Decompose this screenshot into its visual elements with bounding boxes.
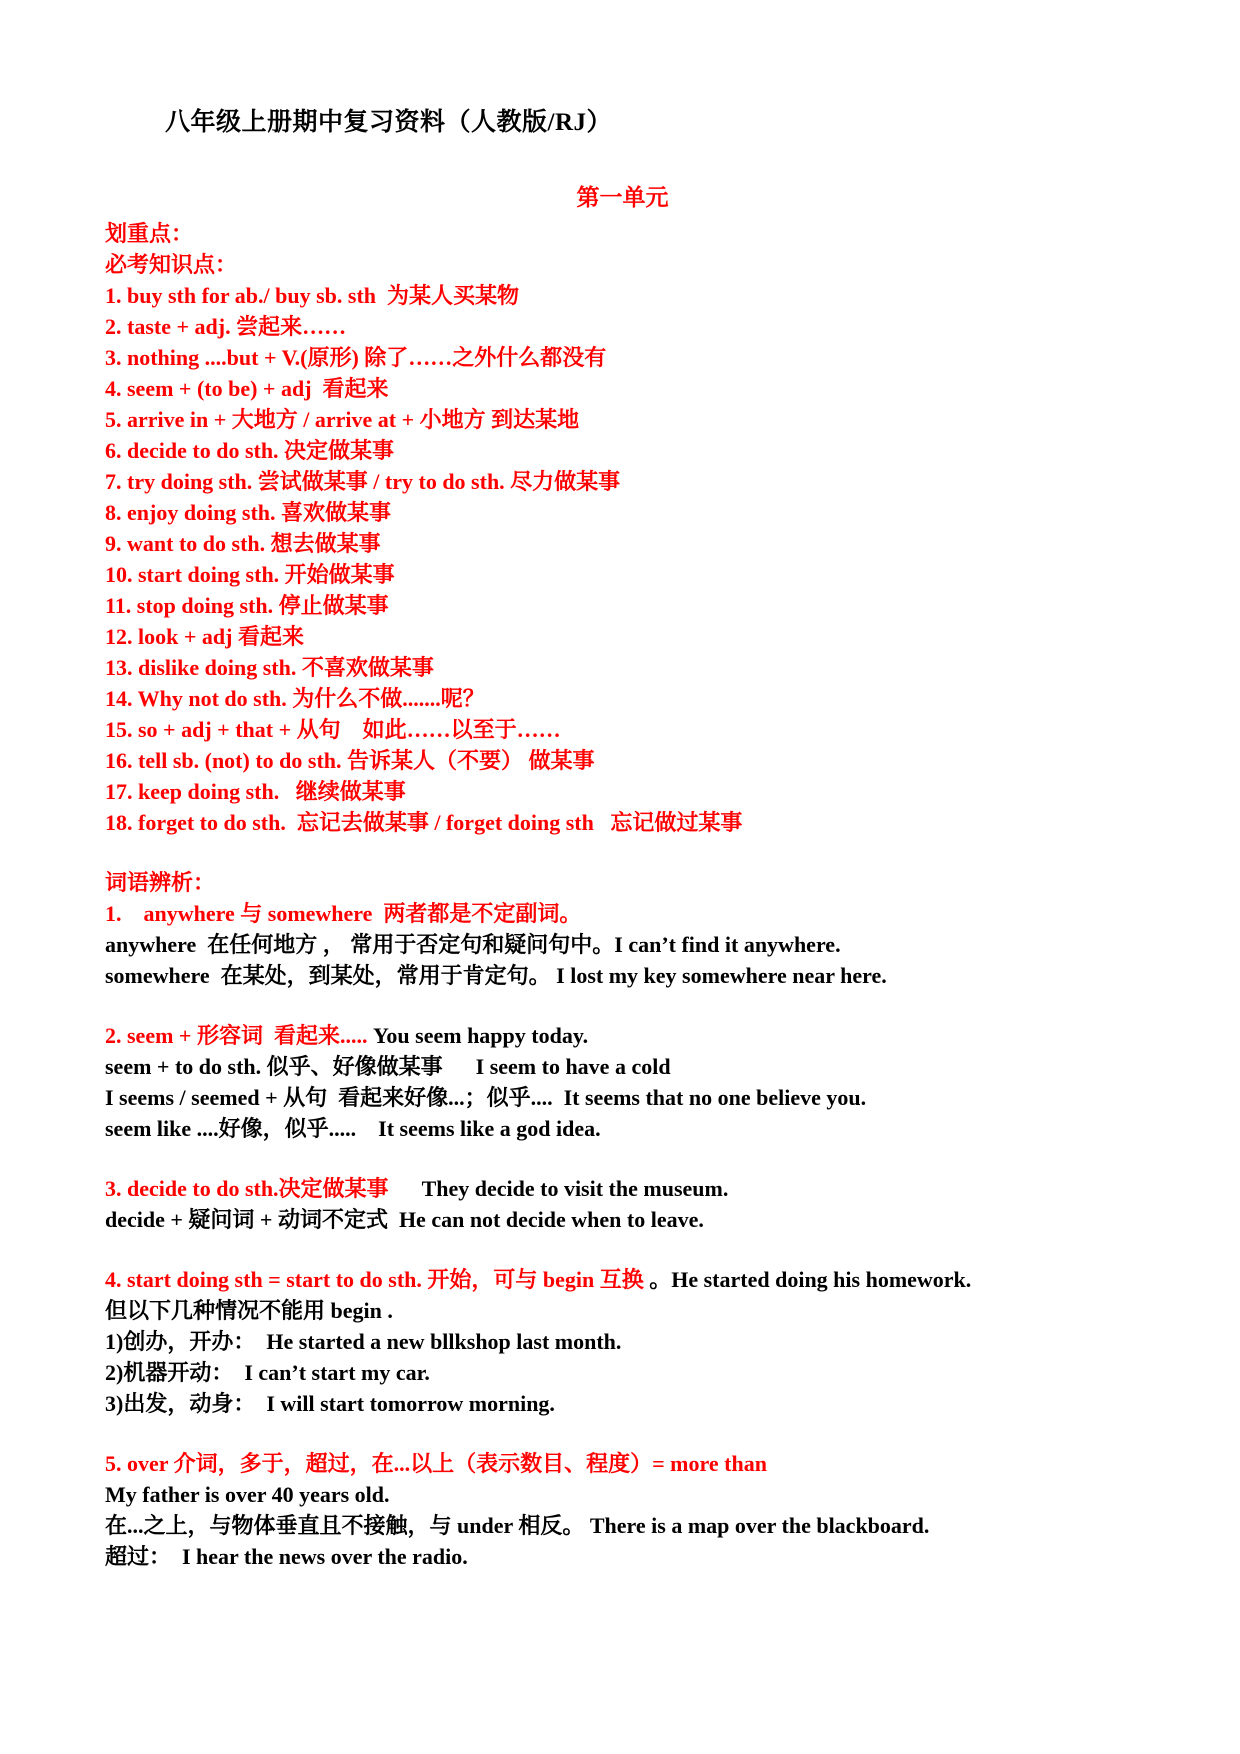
text-segment: 1. buy sth for ab./ buy sb. sth 为某人买某物 xyxy=(105,283,520,308)
text-segment: 划重点： xyxy=(105,221,194,246)
text-segment: 。He started doing his homework. xyxy=(643,1267,972,1292)
text-segment: 但以下几种情况不能用 begin . xyxy=(105,1298,393,1323)
text-segment: anywhere 在任何地方 ， 常用于否定句和疑问句中。I can’t find it anywhere. xyxy=(105,932,841,957)
key-point-8 xyxy=(105,497,1140,528)
vocab-5-example-1 xyxy=(105,1479,1140,1510)
vocab-4-note xyxy=(105,1295,1140,1326)
text-segment: 14. Why not do sth. 为什么不做.......呢？ xyxy=(105,686,485,711)
text-segment: 4. seem + (to be) + adj 看起来 xyxy=(105,376,389,401)
vocab-2-seem-to-do xyxy=(105,1051,1140,1082)
key-point-5 xyxy=(105,404,1140,435)
vocab-2-heading xyxy=(105,1020,1140,1051)
document-lines xyxy=(105,218,1140,1572)
text-segment: somewhere 在某处，到某处，常用于肯定句。 I lost my key somewhere near here. xyxy=(105,963,887,988)
key-point-17 xyxy=(105,776,1140,807)
text-segment: decide + 疑问词 + 动词不定式 He can not decide when to leave. xyxy=(105,1207,704,1232)
key-point-3 xyxy=(105,342,1140,373)
text-segment: 16. tell sb. (not) to do sth. 告诉某人（不要） 做某事 xyxy=(105,748,595,773)
text-segment: 3. decide to do sth.决定做某事 xyxy=(105,1176,389,1201)
key-point-15 xyxy=(105,714,1140,745)
vocab-1-heading xyxy=(105,898,1140,929)
text-segment: 词语辨析： xyxy=(105,870,216,895)
key-point-9 xyxy=(105,528,1140,559)
text-segment: seem + to do sth. 似乎、好像做某事 I seem to have a cold xyxy=(105,1054,671,1079)
key-point-6 xyxy=(105,435,1140,466)
text-segment: 3. nothing ....but + V.(原形) 除了……之外什么都没有 xyxy=(105,345,607,370)
vocab-4-heading xyxy=(105,1264,1140,1295)
text-segment: 15. so + adj + that + 从句 如此……以至于…… xyxy=(105,717,561,742)
text-segment: 7. try doing sth. 尝试做某事 / try to do sth. 尽力做某事 xyxy=(105,469,621,494)
key-point-14 xyxy=(105,683,1140,714)
text-segment: My father is over 40 years old. xyxy=(105,1482,390,1507)
text-segment: 17. keep doing sth. 继续做某事 xyxy=(105,779,406,804)
key-point-1 xyxy=(105,280,1140,311)
text-segment: 必考知识点： xyxy=(105,252,238,277)
vocab-5-heading xyxy=(105,1448,1140,1479)
text-segment: 10. start doing sth. 开始做某事 xyxy=(105,562,395,587)
text-segment: 1)创办，开办： He started a new bllkshop last month. xyxy=(105,1329,622,1354)
document-title: 八年级上册期中复习资料（人教版/RJ） xyxy=(165,109,613,136)
vocab-4-case-2 xyxy=(105,1357,1140,1388)
key-point-12 xyxy=(105,621,1140,652)
text-segment: 3)出发，动身： I will start tomorrow morning. xyxy=(105,1391,555,1416)
text-segment: 18. forget to do sth. 忘记去做某事 / forget doing sth 忘记做过某事 xyxy=(105,810,743,835)
key-point-13 xyxy=(105,652,1140,683)
vocab-4-case-3 xyxy=(105,1388,1140,1419)
text-segment: 9. want to do sth. 想去做某事 xyxy=(105,531,381,556)
vocab-1-anywhere xyxy=(105,929,1140,960)
text-segment: 12. look + adj 看起来 xyxy=(105,624,304,649)
unit-heading: 第一单元 xyxy=(576,185,669,210)
text-segment: 2. seem + 形容词 看起来..... xyxy=(105,1023,373,1048)
text-segment: You seem happy today. xyxy=(372,1023,589,1048)
key-point-7 xyxy=(105,466,1140,497)
vocab-5-example-2 xyxy=(105,1510,1140,1541)
vocab-analysis-header xyxy=(105,867,1140,898)
text-segment: 13. dislike doing sth. 不喜欢做某事 xyxy=(105,655,434,680)
text-segment: 5. arrive in + 大地方 / arrive at + 小地方 到达某地 xyxy=(105,407,580,432)
key-point-11 xyxy=(105,590,1140,621)
text-segment: I seems / seemed + 从句 看起来好像...；似乎.... It seems that no one believe you. xyxy=(105,1085,867,1110)
highlight-label xyxy=(105,218,1140,249)
key-point-2 xyxy=(105,311,1140,342)
text-segment: 2)机器开动： I can’t start my car. xyxy=(105,1360,430,1385)
vocab-4-case-1 xyxy=(105,1326,1140,1357)
vocab-3-decide-wh xyxy=(105,1204,1140,1235)
text-segment: 2. taste + adj. 尝起来…… xyxy=(105,314,347,339)
text-segment: 11. stop doing sth. 停止做某事 xyxy=(105,593,389,618)
text-segment: 6. decide to do sth. 决定做某事 xyxy=(105,438,395,463)
vocab-1-somewhere xyxy=(105,960,1140,991)
text-segment: 5. over 介词，多于，超过，在...以上（表示数目、程度）= more than xyxy=(105,1451,767,1476)
text-segment: 4. start doing sth = start to do sth. 开始，可与 begin 互换 xyxy=(105,1267,644,1292)
text-segment: 1. anywhere 与 somewhere 两者都是不定副词。 xyxy=(105,901,582,926)
vocab-2-it-seems xyxy=(105,1082,1140,1113)
key-point-16 xyxy=(105,745,1140,776)
text-segment: 在...之上，与物体垂直且不接触，与 under 相反。 There is a map over the blackboard. xyxy=(105,1513,930,1538)
text-segment: seem like ....好像，似乎..... It seems like a god idea. xyxy=(105,1116,601,1141)
text-segment: 8. enjoy doing sth. 喜欢做某事 xyxy=(105,500,392,525)
must-test-label xyxy=(105,249,1140,280)
key-point-18 xyxy=(105,807,1140,838)
vocab-2-seem-like xyxy=(105,1113,1140,1144)
text-segment: They decide to visit the museum. xyxy=(388,1176,729,1201)
key-point-10 xyxy=(105,559,1140,590)
vocab-3-heading xyxy=(105,1173,1140,1204)
vocab-5-example-3 xyxy=(105,1541,1140,1572)
key-point-4 xyxy=(105,373,1140,404)
text-segment: 超过： I hear the news over the radio. xyxy=(105,1544,468,1569)
